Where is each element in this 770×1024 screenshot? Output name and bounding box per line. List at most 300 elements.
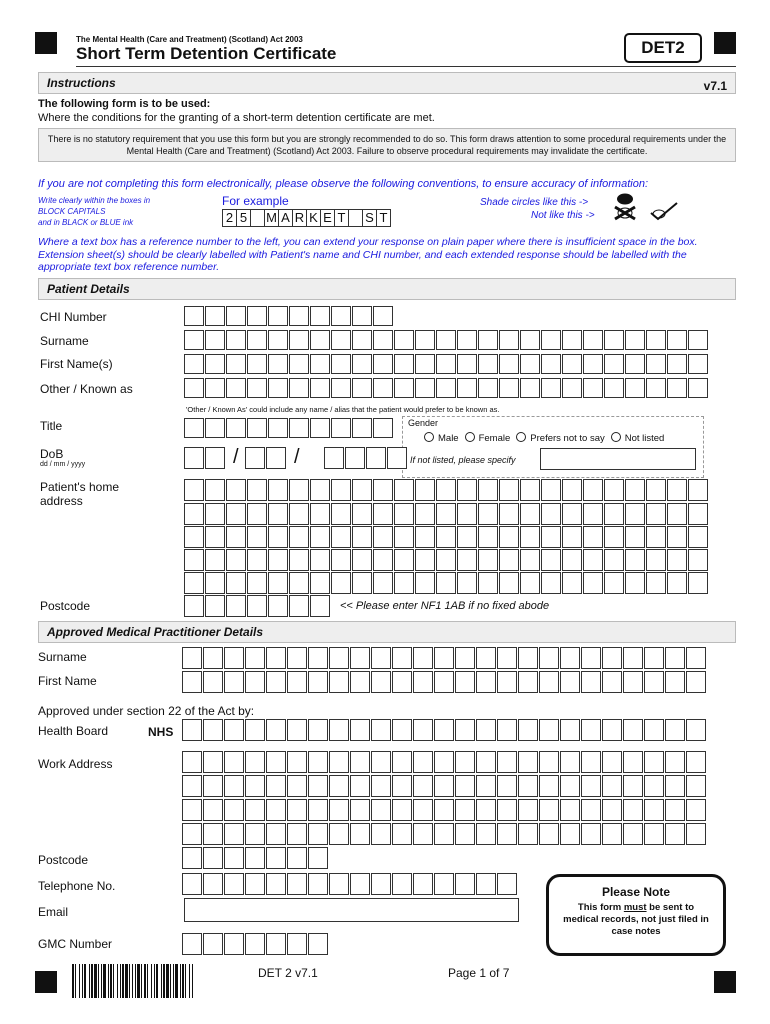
char-box[interactable] xyxy=(224,933,244,955)
char-box[interactable] xyxy=(268,418,288,438)
char-box[interactable] xyxy=(413,647,433,669)
char-box[interactable] xyxy=(331,526,351,548)
char-box[interactable] xyxy=(583,479,603,501)
char-box[interactable] xyxy=(224,823,244,845)
char-box[interactable] xyxy=(205,418,225,438)
char-box[interactable] xyxy=(646,330,666,350)
char-box[interactable] xyxy=(646,503,666,525)
char-box[interactable] xyxy=(560,719,580,741)
char-box[interactable] xyxy=(562,526,582,548)
char-box[interactable] xyxy=(308,751,328,773)
char-box[interactable] xyxy=(266,823,286,845)
char-box[interactable] xyxy=(247,595,267,617)
char-box[interactable] xyxy=(499,572,519,594)
char-box[interactable] xyxy=(625,572,645,594)
char-box[interactable] xyxy=(287,647,307,669)
char-box[interactable] xyxy=(373,549,393,571)
char-box[interactable] xyxy=(310,549,330,571)
address-line-1[interactable] xyxy=(184,479,709,501)
char-box[interactable] xyxy=(371,823,391,845)
char-box[interactable] xyxy=(205,572,225,594)
radio-circle-icon[interactable] xyxy=(424,432,434,442)
char-box[interactable] xyxy=(604,330,624,350)
char-box[interactable] xyxy=(352,378,372,398)
char-box[interactable] xyxy=(455,775,475,797)
char-box[interactable] xyxy=(308,823,328,845)
char-box[interactable] xyxy=(350,719,370,741)
char-box[interactable] xyxy=(602,647,622,669)
char-box[interactable] xyxy=(329,873,349,895)
char-box[interactable] xyxy=(686,823,706,845)
char-box[interactable] xyxy=(667,572,687,594)
char-box[interactable] xyxy=(247,479,267,501)
char-box[interactable] xyxy=(310,378,330,398)
char-box[interactable] xyxy=(205,595,225,617)
char-box[interactable] xyxy=(560,751,580,773)
char-box[interactable] xyxy=(247,549,267,571)
char-box[interactable] xyxy=(415,503,435,525)
char-box[interactable] xyxy=(310,595,330,617)
gender-option-female[interactable] xyxy=(465,433,511,444)
char-box[interactable] xyxy=(415,526,435,548)
char-box[interactable] xyxy=(224,775,244,797)
char-box[interactable] xyxy=(476,671,496,693)
char-box[interactable] xyxy=(247,378,267,398)
char-box[interactable] xyxy=(268,354,288,374)
char-box[interactable] xyxy=(646,479,666,501)
work-address-line-4[interactable] xyxy=(182,823,707,845)
char-box[interactable] xyxy=(602,823,622,845)
char-box[interactable] xyxy=(602,751,622,773)
char-box[interactable] xyxy=(184,595,204,617)
char-box[interactable] xyxy=(203,751,223,773)
char-box[interactable] xyxy=(287,873,307,895)
char-box[interactable] xyxy=(562,330,582,350)
char-box[interactable] xyxy=(371,751,391,773)
char-box[interactable] xyxy=(644,751,664,773)
char-box[interactable] xyxy=(182,647,202,669)
char-box[interactable] xyxy=(205,447,225,469)
char-box[interactable] xyxy=(688,479,708,501)
char-box[interactable] xyxy=(205,479,225,501)
char-box[interactable] xyxy=(308,933,328,955)
char-box[interactable] xyxy=(497,719,517,741)
char-box[interactable] xyxy=(455,823,475,845)
char-box[interactable] xyxy=(455,751,475,773)
char-box[interactable] xyxy=(308,799,328,821)
char-box[interactable] xyxy=(266,671,286,693)
char-box[interactable] xyxy=(310,572,330,594)
char-box[interactable] xyxy=(644,799,664,821)
char-box[interactable] xyxy=(245,647,265,669)
char-box[interactable] xyxy=(436,549,456,571)
char-box[interactable] xyxy=(371,873,391,895)
char-box[interactable] xyxy=(413,671,433,693)
char-box[interactable] xyxy=(182,775,202,797)
char-box[interactable] xyxy=(373,418,393,438)
char-box[interactable] xyxy=(665,751,685,773)
char-box[interactable] xyxy=(373,354,393,374)
char-box[interactable] xyxy=(352,526,372,548)
char-box[interactable] xyxy=(310,418,330,438)
char-box[interactable] xyxy=(457,526,477,548)
char-box[interactable] xyxy=(541,503,561,525)
char-box[interactable] xyxy=(350,647,370,669)
char-box[interactable] xyxy=(182,751,202,773)
char-box[interactable] xyxy=(413,873,433,895)
char-box[interactable] xyxy=(226,418,246,438)
char-box[interactable] xyxy=(688,330,708,350)
char-box[interactable] xyxy=(602,799,622,821)
char-box[interactable] xyxy=(373,378,393,398)
char-box[interactable] xyxy=(289,306,309,326)
char-box[interactable] xyxy=(373,526,393,548)
char-box[interactable] xyxy=(497,873,517,895)
char-box[interactable] xyxy=(436,354,456,374)
char-box[interactable] xyxy=(434,799,454,821)
char-box[interactable] xyxy=(457,572,477,594)
char-box[interactable] xyxy=(268,526,288,548)
char-box[interactable] xyxy=(518,799,538,821)
char-box[interactable] xyxy=(476,775,496,797)
char-box[interactable] xyxy=(644,719,664,741)
char-box[interactable] xyxy=(415,354,435,374)
char-box[interactable] xyxy=(457,503,477,525)
char-box[interactable] xyxy=(499,549,519,571)
char-box[interactable] xyxy=(581,719,601,741)
char-box[interactable] xyxy=(434,873,454,895)
char-box[interactable] xyxy=(289,354,309,374)
char-box[interactable] xyxy=(182,719,202,741)
char-box[interactable] xyxy=(394,378,414,398)
dob-day-input[interactable] xyxy=(184,447,226,469)
char-box[interactable] xyxy=(560,647,580,669)
char-box[interactable] xyxy=(602,775,622,797)
char-box[interactable] xyxy=(392,719,412,741)
char-box[interactable] xyxy=(686,799,706,821)
char-box[interactable] xyxy=(604,503,624,525)
amp-first-name-input[interactable] xyxy=(182,671,707,693)
char-box[interactable] xyxy=(324,447,344,469)
char-box[interactable] xyxy=(266,647,286,669)
char-box[interactable] xyxy=(350,775,370,797)
char-box[interactable] xyxy=(562,378,582,398)
char-box[interactable] xyxy=(541,549,561,571)
char-box[interactable] xyxy=(289,503,309,525)
char-box[interactable] xyxy=(476,647,496,669)
char-box[interactable] xyxy=(205,330,225,350)
char-box[interactable] xyxy=(604,378,624,398)
char-box[interactable] xyxy=(583,330,603,350)
char-box[interactable] xyxy=(583,378,603,398)
char-box[interactable] xyxy=(329,775,349,797)
char-box[interactable] xyxy=(226,378,246,398)
char-box[interactable] xyxy=(226,330,246,350)
char-box[interactable] xyxy=(350,751,370,773)
char-box[interactable] xyxy=(203,719,223,741)
char-box[interactable] xyxy=(266,933,286,955)
char-box[interactable] xyxy=(287,671,307,693)
char-box[interactable] xyxy=(476,873,496,895)
char-box[interactable] xyxy=(541,330,561,350)
char-box[interactable] xyxy=(562,354,582,374)
char-box[interactable] xyxy=(667,354,687,374)
char-box[interactable] xyxy=(205,354,225,374)
char-box[interactable] xyxy=(394,549,414,571)
char-box[interactable] xyxy=(413,719,433,741)
char-box[interactable] xyxy=(644,647,664,669)
address-line-5[interactable] xyxy=(184,572,709,594)
char-box[interactable] xyxy=(688,572,708,594)
char-box[interactable] xyxy=(583,354,603,374)
char-box[interactable] xyxy=(371,719,391,741)
char-box[interactable] xyxy=(224,671,244,693)
char-box[interactable] xyxy=(331,503,351,525)
char-box[interactable] xyxy=(688,549,708,571)
char-box[interactable] xyxy=(245,751,265,773)
char-box[interactable] xyxy=(287,775,307,797)
char-box[interactable] xyxy=(184,503,204,525)
char-box[interactable] xyxy=(268,549,288,571)
char-box[interactable] xyxy=(583,549,603,571)
char-box[interactable] xyxy=(434,823,454,845)
char-box[interactable] xyxy=(394,354,414,374)
char-box[interactable] xyxy=(266,719,286,741)
char-box[interactable] xyxy=(541,526,561,548)
char-box[interactable] xyxy=(478,503,498,525)
char-box[interactable] xyxy=(289,479,309,501)
char-box[interactable] xyxy=(581,799,601,821)
char-box[interactable] xyxy=(289,378,309,398)
char-box[interactable] xyxy=(499,330,519,350)
char-box[interactable] xyxy=(392,775,412,797)
char-box[interactable] xyxy=(686,751,706,773)
char-box[interactable] xyxy=(310,526,330,548)
char-box[interactable] xyxy=(329,647,349,669)
char-box[interactable] xyxy=(476,751,496,773)
char-box[interactable] xyxy=(560,823,580,845)
char-box[interactable] xyxy=(371,647,391,669)
char-box[interactable] xyxy=(667,526,687,548)
char-box[interactable] xyxy=(520,503,540,525)
char-box[interactable] xyxy=(182,873,202,895)
char-box[interactable] xyxy=(455,873,475,895)
char-box[interactable] xyxy=(245,775,265,797)
char-box[interactable] xyxy=(497,647,517,669)
char-box[interactable] xyxy=(331,330,351,350)
char-box[interactable] xyxy=(665,647,685,669)
char-box[interactable] xyxy=(203,775,223,797)
char-box[interactable] xyxy=(350,799,370,821)
char-box[interactable] xyxy=(625,378,645,398)
char-box[interactable] xyxy=(289,549,309,571)
char-box[interactable] xyxy=(434,671,454,693)
char-box[interactable] xyxy=(499,354,519,374)
chi-input[interactable] xyxy=(184,306,394,326)
char-box[interactable] xyxy=(205,306,225,326)
char-box[interactable] xyxy=(205,503,225,525)
char-box[interactable] xyxy=(560,799,580,821)
char-box[interactable] xyxy=(224,847,244,869)
char-box[interactable] xyxy=(434,647,454,669)
char-box[interactable] xyxy=(625,549,645,571)
char-box[interactable] xyxy=(667,479,687,501)
char-box[interactable] xyxy=(245,847,265,869)
char-box[interactable] xyxy=(245,873,265,895)
char-box[interactable] xyxy=(520,572,540,594)
char-box[interactable] xyxy=(646,549,666,571)
char-box[interactable] xyxy=(184,526,204,548)
work-address-line-2[interactable] xyxy=(182,775,707,797)
char-box[interactable] xyxy=(371,671,391,693)
char-box[interactable] xyxy=(182,671,202,693)
char-box[interactable] xyxy=(665,775,685,797)
char-box[interactable] xyxy=(331,378,351,398)
char-box[interactable] xyxy=(394,479,414,501)
char-box[interactable] xyxy=(520,549,540,571)
char-box[interactable] xyxy=(268,479,288,501)
char-box[interactable] xyxy=(499,526,519,548)
char-box[interactable] xyxy=(497,751,517,773)
char-box[interactable] xyxy=(604,572,624,594)
char-box[interactable] xyxy=(329,823,349,845)
char-box[interactable] xyxy=(497,799,517,821)
char-box[interactable] xyxy=(497,671,517,693)
char-box[interactable] xyxy=(182,823,202,845)
char-box[interactable] xyxy=(352,549,372,571)
char-box[interactable] xyxy=(686,671,706,693)
char-box[interactable] xyxy=(329,799,349,821)
char-box[interactable] xyxy=(247,526,267,548)
char-box[interactable] xyxy=(310,503,330,525)
char-box[interactable] xyxy=(604,354,624,374)
char-box[interactable] xyxy=(520,330,540,350)
char-box[interactable] xyxy=(184,479,204,501)
char-box[interactable] xyxy=(350,823,370,845)
char-box[interactable] xyxy=(478,572,498,594)
char-box[interactable] xyxy=(497,823,517,845)
char-box[interactable] xyxy=(539,823,559,845)
char-box[interactable] xyxy=(247,330,267,350)
char-box[interactable] xyxy=(387,447,407,469)
char-box[interactable] xyxy=(688,526,708,548)
char-box[interactable] xyxy=(308,719,328,741)
char-box[interactable] xyxy=(413,823,433,845)
char-box[interactable] xyxy=(224,873,244,895)
char-box[interactable] xyxy=(245,823,265,845)
gender-option-male[interactable] xyxy=(424,433,459,444)
char-box[interactable] xyxy=(520,378,540,398)
char-box[interactable] xyxy=(331,306,351,326)
char-box[interactable] xyxy=(245,671,265,693)
char-box[interactable] xyxy=(646,354,666,374)
char-box[interactable] xyxy=(541,354,561,374)
char-box[interactable] xyxy=(205,378,225,398)
char-box[interactable] xyxy=(308,671,328,693)
char-box[interactable] xyxy=(203,823,223,845)
email-input[interactable] xyxy=(184,898,519,922)
char-box[interactable] xyxy=(308,775,328,797)
char-box[interactable] xyxy=(436,330,456,350)
char-box[interactable] xyxy=(352,354,372,374)
char-box[interactable] xyxy=(268,306,288,326)
char-box[interactable] xyxy=(203,799,223,821)
char-box[interactable] xyxy=(478,354,498,374)
char-box[interactable] xyxy=(350,671,370,693)
char-box[interactable] xyxy=(581,647,601,669)
char-box[interactable] xyxy=(287,799,307,821)
char-box[interactable] xyxy=(310,306,330,326)
char-box[interactable] xyxy=(289,330,309,350)
char-box[interactable] xyxy=(352,306,372,326)
char-box[interactable] xyxy=(331,549,351,571)
char-box[interactable] xyxy=(392,873,412,895)
char-box[interactable] xyxy=(434,775,454,797)
char-box[interactable] xyxy=(583,572,603,594)
char-box[interactable] xyxy=(562,572,582,594)
char-box[interactable] xyxy=(394,526,414,548)
char-box[interactable] xyxy=(392,823,412,845)
health-board-input[interactable] xyxy=(182,719,707,741)
char-box[interactable] xyxy=(520,479,540,501)
char-box[interactable] xyxy=(184,306,204,326)
char-box[interactable] xyxy=(583,503,603,525)
char-box[interactable] xyxy=(373,306,393,326)
char-box[interactable] xyxy=(604,479,624,501)
char-box[interactable] xyxy=(518,775,538,797)
char-box[interactable] xyxy=(308,873,328,895)
char-box[interactable] xyxy=(268,378,288,398)
char-box[interactable] xyxy=(331,479,351,501)
char-box[interactable] xyxy=(518,719,538,741)
char-box[interactable] xyxy=(667,503,687,525)
char-box[interactable] xyxy=(455,671,475,693)
char-box[interactable] xyxy=(308,647,328,669)
char-box[interactable] xyxy=(331,354,351,374)
char-box[interactable] xyxy=(434,751,454,773)
char-box[interactable] xyxy=(287,751,307,773)
char-box[interactable] xyxy=(476,799,496,821)
char-box[interactable] xyxy=(203,933,223,955)
char-box[interactable] xyxy=(455,719,475,741)
char-box[interactable] xyxy=(268,595,288,617)
char-box[interactable] xyxy=(562,479,582,501)
radio-circle-icon[interactable] xyxy=(611,432,621,442)
char-box[interactable] xyxy=(581,671,601,693)
char-box[interactable] xyxy=(562,503,582,525)
char-box[interactable] xyxy=(224,647,244,669)
char-box[interactable] xyxy=(345,447,365,469)
char-box[interactable] xyxy=(266,873,286,895)
gender-option-not-listed[interactable] xyxy=(611,433,665,444)
char-box[interactable] xyxy=(226,354,246,374)
char-box[interactable] xyxy=(539,671,559,693)
char-box[interactable] xyxy=(644,671,664,693)
char-box[interactable] xyxy=(415,572,435,594)
char-box[interactable] xyxy=(602,671,622,693)
char-box[interactable] xyxy=(247,503,267,525)
char-box[interactable] xyxy=(184,354,204,374)
char-box[interactable] xyxy=(541,572,561,594)
char-box[interactable] xyxy=(373,479,393,501)
char-box[interactable] xyxy=(184,418,204,438)
char-box[interactable] xyxy=(247,572,267,594)
char-box[interactable] xyxy=(373,330,393,350)
char-box[interactable] xyxy=(541,378,561,398)
char-box[interactable] xyxy=(226,479,246,501)
char-box[interactable] xyxy=(203,671,223,693)
char-box[interactable] xyxy=(394,503,414,525)
